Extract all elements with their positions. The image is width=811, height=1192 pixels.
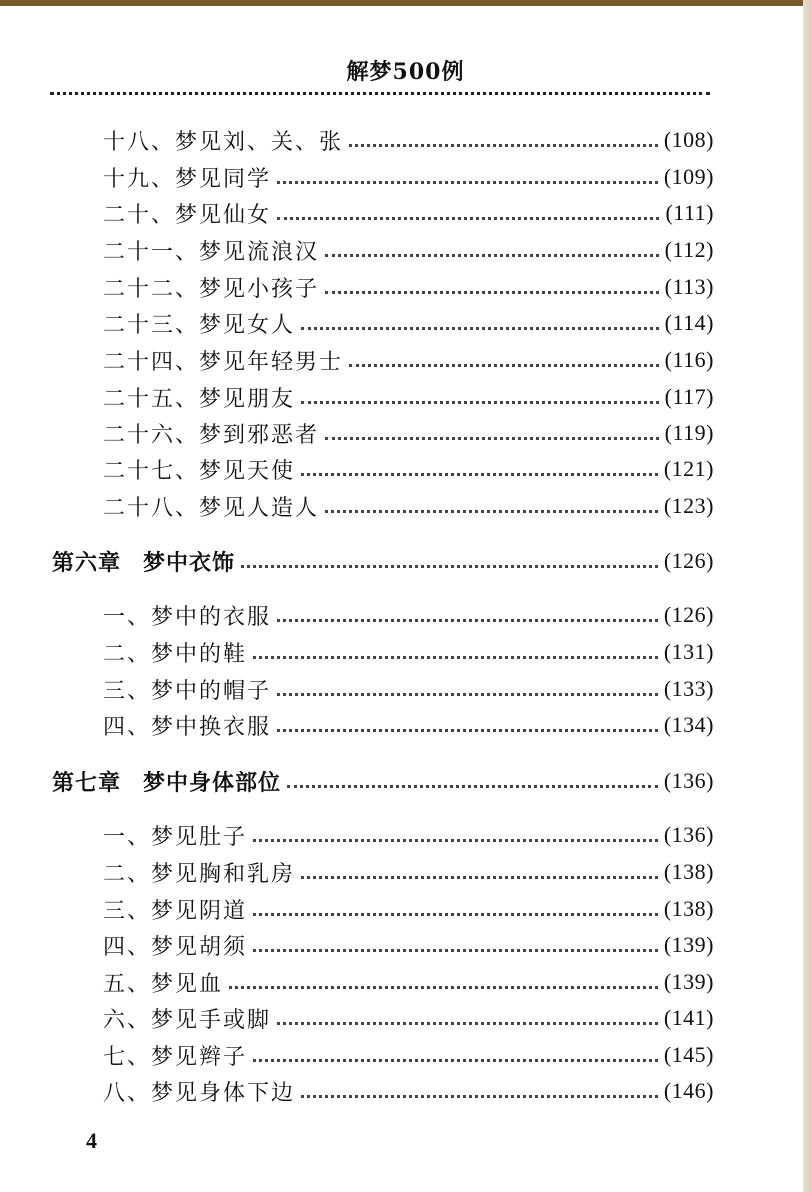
toc-entry-page: (131)	[663, 639, 714, 664]
page-title: 解梦500例	[346, 59, 465, 85]
toc-entry-label: 三、梦中的帽子	[103, 678, 272, 704]
dot-leader	[349, 364, 659, 367]
toc-entry	[103, 672, 714, 706]
toc-entry-label: 二十六、梦到邪恶者	[103, 422, 320, 448]
dot-leader	[349, 144, 658, 147]
chapter-heading	[52, 546, 235, 577]
toc-entry-label: 二十一、梦见流浪汉	[103, 239, 320, 265]
toc-entry-page: (108)	[663, 127, 714, 152]
toc-entry-label: 二十五、梦见朋友	[103, 386, 296, 412]
toc-entry-page: (126)	[663, 548, 714, 573]
dot-leader	[253, 949, 658, 952]
toc-entry-page: (145)	[663, 1042, 714, 1067]
toc-entry	[103, 270, 714, 304]
chapter-title: 梦中衣饰	[143, 549, 236, 576]
toc-chapter	[52, 544, 714, 578]
toc-entry	[103, 965, 714, 999]
toc-entry-page: (134)	[663, 712, 714, 737]
toc-entry-page: (141)	[663, 1005, 714, 1030]
toc-entry	[103, 489, 714, 523]
chapter-title: 梦中身体部位	[143, 769, 282, 796]
toc-entry-page: (111)	[665, 200, 714, 225]
toc-entry-label: 六、梦见手或脚	[103, 1007, 272, 1033]
toc-entry-page: (133)	[663, 676, 714, 701]
toc-entry	[103, 343, 714, 377]
dot-leader	[229, 986, 658, 989]
chapter-number: 第六章	[52, 549, 122, 576]
toc-entry-label: 二、梦见胸和乳房	[103, 861, 296, 887]
page-number: 4	[86, 1128, 97, 1153]
toc-entry-page: (113)	[664, 274, 714, 299]
dot-leader	[277, 217, 659, 220]
toc-chapter	[52, 764, 714, 798]
dot-leader	[325, 254, 659, 257]
dot-leader	[301, 327, 659, 330]
toc-entry-label: 四、梦中换衣服	[103, 714, 272, 740]
toc-entry-label: 二十三、梦见女人	[103, 312, 296, 338]
chapter-heading	[52, 766, 281, 797]
toc-entry-page: (136)	[663, 768, 714, 793]
toc-entry	[103, 306, 714, 340]
toc-entry	[103, 635, 714, 669]
toc-entry-page: (116)	[664, 347, 714, 372]
dot-leader	[277, 619, 658, 622]
toc-entry-label: 十八、梦见刘、关、张	[103, 129, 344, 155]
toc-entry-page: (114)	[664, 310, 714, 335]
dot-leader	[301, 401, 659, 404]
toc-entry-label: 八、梦见身体下边	[103, 1080, 296, 1106]
dot-leader	[325, 510, 658, 513]
toc-entry	[103, 1001, 714, 1035]
toc-entry-page: (109)	[663, 164, 714, 189]
toc-entry-page: (138)	[663, 896, 714, 921]
toc-entry-page: (119)	[664, 420, 714, 445]
toc-entry-label: 四、梦见胡须	[103, 934, 248, 960]
toc-entry	[103, 818, 714, 852]
toc-entry-page: (117)	[664, 384, 714, 409]
dot-leader	[277, 181, 658, 184]
dot-leader	[301, 1095, 658, 1098]
toc-entry	[103, 123, 714, 157]
toc-entry-page: (139)	[663, 969, 714, 994]
toc-entry-label: 二十七、梦见天使	[103, 458, 296, 484]
toc-entry-label: 一、梦见肚子	[103, 824, 248, 850]
toc-entry-page: (138)	[663, 859, 714, 884]
toc-entry	[103, 598, 714, 632]
toc-entry	[103, 416, 714, 450]
dot-leader	[241, 565, 658, 568]
toc-entry-label: 五、梦见血	[103, 971, 224, 997]
toc-entry-label: 七、梦见辫子	[103, 1044, 248, 1070]
toc-entry-page: (136)	[663, 822, 714, 847]
dot-leader	[253, 1059, 658, 1062]
toc-entry	[103, 452, 714, 486]
toc-entry-label: 三、梦见阴道	[103, 898, 248, 924]
toc-entry-page: (121)	[663, 456, 714, 481]
toc-entry	[103, 160, 714, 194]
toc-entry	[103, 928, 714, 962]
dot-leader	[253, 913, 658, 916]
dot-leader	[325, 291, 659, 294]
dot-leader	[277, 1022, 658, 1025]
toc-entry	[103, 855, 714, 889]
toc-entry-label: 二十、梦见仙女	[103, 202, 272, 228]
toc-entry	[103, 892, 714, 926]
toc-entry-page: (123)	[663, 493, 714, 518]
toc-entry	[103, 233, 714, 267]
toc-entry-label: 二、梦中的鞋	[103, 641, 248, 667]
toc-entry-page: (139)	[663, 932, 714, 957]
dot-leader	[301, 473, 658, 476]
toc-entry	[103, 1038, 714, 1072]
dot-leader	[301, 876, 658, 879]
toc-entry	[103, 380, 714, 414]
toc-entry-label: 一、梦中的衣服	[103, 604, 272, 630]
toc-entry	[103, 1074, 714, 1108]
toc-entry	[103, 196, 714, 230]
toc-entry-label: 十九、梦见同学	[103, 166, 272, 192]
dot-leader	[277, 729, 658, 732]
dot-leader	[253, 839, 658, 842]
chapter-number: 第七章	[52, 769, 122, 796]
dot-leader	[253, 656, 658, 659]
toc-entry-page: (112)	[664, 237, 714, 262]
toc-entry	[103, 708, 714, 742]
toc-entry-label: 二十二、梦见小孩子	[103, 276, 320, 302]
toc-entry-label: 二十八、梦见人造人	[103, 495, 320, 521]
toc-entry-page: (146)	[663, 1078, 714, 1103]
dot-leader	[277, 693, 658, 696]
dot-leader	[325, 437, 659, 440]
toc-entry-page: (126)	[663, 602, 714, 627]
dot-leader	[287, 785, 658, 788]
toc-entry-label: 二十四、梦见年轻男士	[103, 349, 344, 375]
